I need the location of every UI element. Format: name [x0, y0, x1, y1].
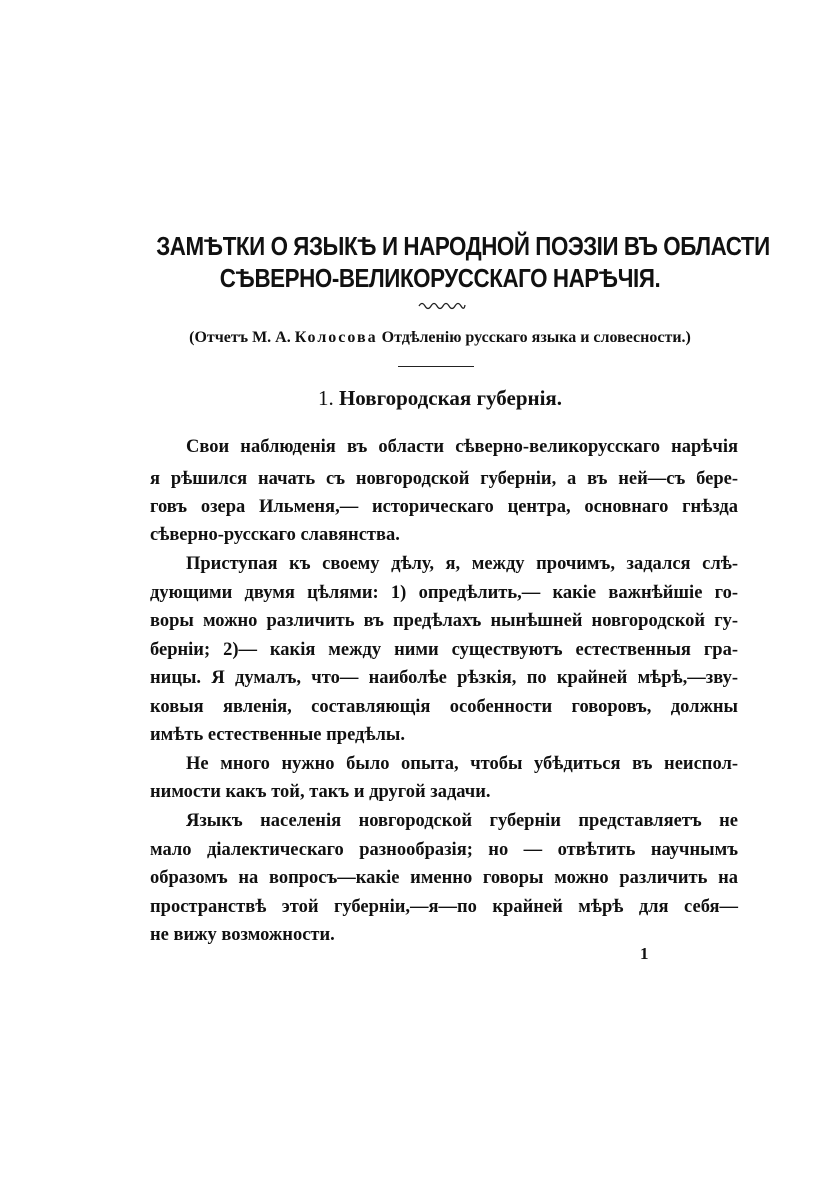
body-line: сѣверно-русскаго славянства. [150, 525, 400, 545]
body-line: образомъ на вопросъ—какіе именно говоры можно различить на [150, 868, 738, 888]
subtitle-rest: Отдѣленію русскаго языка и словесности.) [377, 329, 691, 346]
body-line: воры можно различить въ предѣлахъ нынѣшней новгородской гу- [150, 611, 738, 631]
subtitle-open: (Отчетъ М. А. [189, 329, 295, 346]
body-line: ницы. Я думалъ, что— наиболѣе рѣзкія, по крайней мѣрѣ,—зву- [150, 668, 738, 688]
body-line: пространствѣ этой губерніи,—я—по крайней мѣрѣ для себя— [150, 897, 738, 917]
body-line: Языкъ населенія новгородской губерніи представляетъ не [186, 811, 738, 831]
body-line: мало діалектическаго разнообразія; но — отвѣтить научнымъ [150, 840, 738, 860]
body-line: Свои наблюденія въ области сѣверно-великорусскаго нарѣчія [186, 437, 738, 457]
body-line: Не много нужно было опыта, чтобы убѣдиться въ неиспол- [186, 754, 738, 774]
body-line: не вижу возможности. [150, 925, 335, 945]
title-line-1: ЗАМѢТКИ О ЯЗЫКѢ И НАРОДНОЙ ПОЭЗІИ ВЪ ОБЛАСТИ [156, 231, 770, 261]
body-line: Приступая къ своему дѣлу, я, между прочимъ, задался слѣ- [186, 554, 738, 574]
body-line: дующими двумя цѣлями: 1) опредѣлить,— какіе важнѣйшіе го- [150, 583, 738, 603]
body-line: берніи; 2)— какія между ними существуютъ естественныя гра- [150, 640, 738, 660]
page-number: 1 [640, 944, 649, 963]
body-line: имѣть естественные предѣлы. [150, 725, 405, 745]
title-line-2: СѢВЕРНО-ВЕЛИКОРУССКАГО НАРѢЧІЯ. [219, 263, 661, 293]
subtitle [110, 327, 770, 349]
section-number: 1. [317, 386, 334, 410]
body-line: я рѣшился начать съ новгородской губерніи, а въ ней—съ бере- [150, 469, 738, 489]
body-line: говъ озера Ильменя,— историческаго центра, основнаго гнѣзда [150, 497, 738, 517]
body-line: нимости какъ той, такъ и другой задачи. [150, 782, 491, 802]
section-heading [110, 384, 770, 412]
wavy-ornament-icon [418, 300, 466, 310]
section-title: Новгородская губернія. [338, 386, 563, 410]
body-line: ковыя явленія, составляющія особенности говоровъ, должны [150, 697, 738, 717]
divider-rule [398, 366, 474, 367]
subtitle-author: Колосова [294, 329, 378, 346]
